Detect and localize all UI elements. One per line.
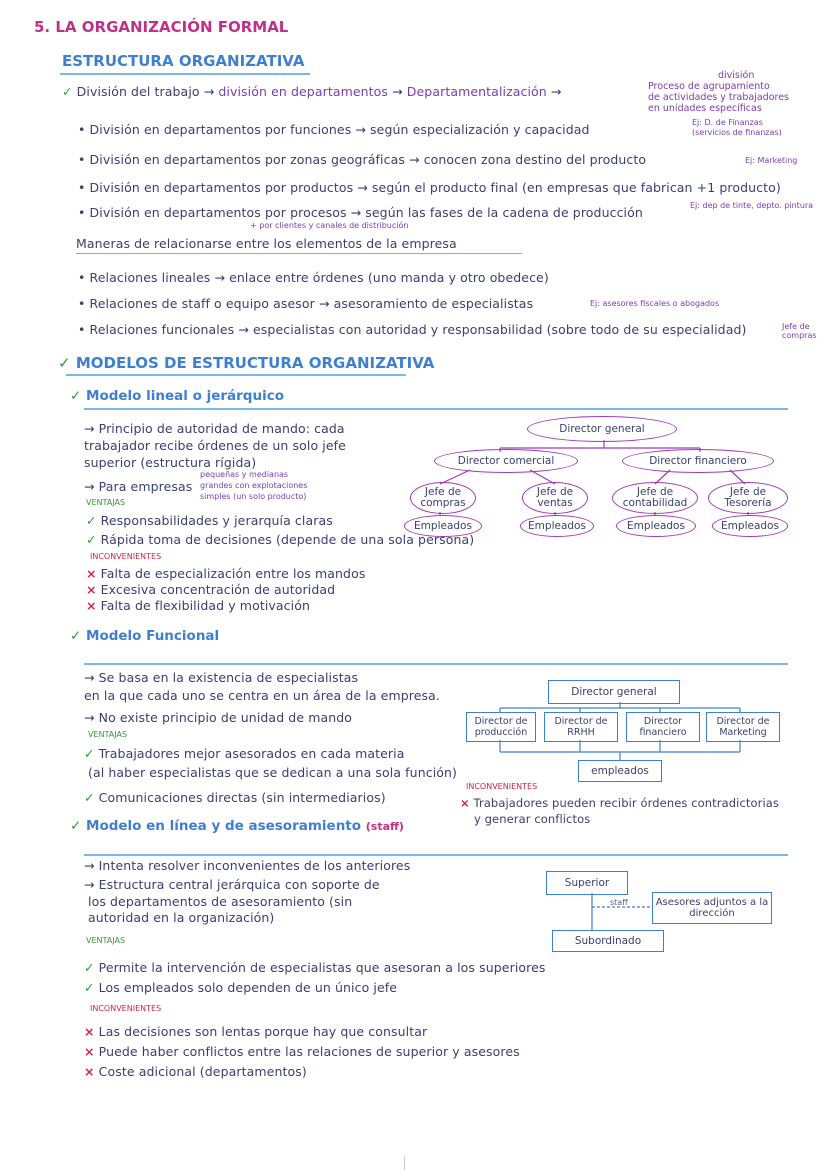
org-node-jefe: Jefe de ventas [522,482,588,514]
funcional-line-2: en la que cada uno se centra en un área de la empresa. [84,688,440,703]
staff-link-label: staff [610,898,628,907]
definition-line-2: de actividades y trabajadores [648,92,790,103]
org-node-director-general: Director general [527,416,677,442]
lineal-line-3: superior (estructura rígida) [84,455,257,470]
org-node-director-general: Director general [548,680,680,704]
list-item-note: Ej: asesores fiscales o abogados [590,299,720,308]
list-item: • Relaciones de staff o equipo asesor → asesoramiento de especialistas [78,296,534,311]
chapter-number: 5. [34,18,51,36]
inconveniente-item: × Falta de flexibilidad y motivación [86,598,310,613]
list-item: • División en departamentos por productos → según el producto final (en empresas que fabrican +1 producto) [78,180,781,195]
empresas-option: pequeñas y medianas [200,470,289,479]
definition-line-3: en unidades específicas [648,103,762,114]
section-rule [84,854,788,856]
definition-line-1: Proceso de [648,81,700,92]
lineal-line-2: trabajador recibe órdenes de un solo jefe [84,438,346,453]
inconveniente-item: × Falta de especialización entre los mandos [86,566,366,581]
lineal-line-1: → Principio de autoridad de mando: cada [84,421,345,436]
check-icon: ✓ [70,388,82,404]
page-mark [404,1156,405,1170]
inconveniente-item: × Las decisiones son lentas porque hay que consultar [84,1024,428,1039]
org-node-empleados: Empleados [616,515,696,537]
subsection-heading-staff [70,818,404,834]
org-node-subordinado: Subordinado [552,930,664,952]
list-item-note: Ej: dep de tinte, depto. pintura [690,201,814,210]
list-item-note: Jefe de compras [782,322,817,340]
chapter-title-text: LA ORGANIZACIÓN FORMAL [55,18,289,36]
staff-heading-tag: (staff) [365,820,404,833]
check-icon: ✓ [70,628,82,644]
lineal-heading-text: Modelo lineal o jerárquico [86,388,284,404]
definition-note-right: agrupamiento [702,81,770,92]
ventaja-item: ✓ Comunicaciones directas (sin intermediarios) [84,790,386,805]
ventajas-label: VENTAJAS [88,730,128,739]
inconveniente-item: × Coste adicional (departamentos) [84,1064,307,1079]
division-step-b: división en departamentos [218,84,389,99]
list-item-note: Ej: Marketing [745,156,798,165]
list-item: • División en departamentos por procesos → según las fases de la cadena de producción [78,205,643,220]
ventaja-item: ✓ Trabajadores mejor asesorados en cada materia [84,746,405,761]
empresas-option: simples (un solo producto) [200,492,307,501]
ventaja-item: ✓ Permite la intervención de especialistas que asesoran a los superiores [84,960,546,975]
division-step-c: Departamentalización [406,84,547,99]
list-item: • División en departamentos por zonas geográficas → conocen zona destino del producto [78,152,647,167]
inconveniente-item: × Puede haber conflictos entre las relaciones de superior y asesores [84,1044,520,1059]
ventaja-item: ✓ Rápida toma de decisiones (depende de una sola persona) [86,532,475,547]
list-item-note: Ej: D. de Finanzas (servicios de finanzas) [692,118,782,137]
org-node-jefe: Jefe de contabilidad [612,482,698,514]
subsection-heading-funcional [70,628,219,644]
org-node-empleados: empleados [578,760,662,782]
empresas-option: grandes con explotaciones [200,481,308,490]
org-node-superior: Superior [546,871,628,895]
inconvenientes-label: INCONVENIENTES [466,782,538,791]
inconveniente-item: × Excesiva concentración de autoridad [86,582,336,597]
ventaja-item: ✓ Los empleados solo dependen de un único jefe [84,980,398,995]
check-icon: ✓ [58,354,71,372]
staff-heading-text: Modelo en línea y de asesoramiento [86,818,362,834]
section-heading-estructura: ESTRUCTURA ORGANIZATIVA [62,52,305,70]
ventaja-item: ✓ Responsabilidades y jerarquía claras [86,513,333,528]
org-node-jefe: Jefe de Tesorería [708,482,788,514]
funcional-line-3: → No existe principio de unidad de mando [84,710,353,725]
list-item: • Relaciones funcionales → especialistas con autoridad y responsabilidad (sobre todo de su especialidad) [78,322,747,337]
org-node-jefe: Jefe de compras [410,482,476,514]
org-node-director: Director de RRHH [544,712,618,742]
org-node-director-financiero: Director financiero [622,449,774,473]
division-step-a: División del trabajo [76,84,200,99]
staff-line-1: → Intenta resolver inconvenientes de los anteriores [84,858,411,873]
staff-line-2: → Estructura central jerárquica con soporte de [84,877,380,892]
org-node-director: Director de Marketing [706,712,780,742]
inconvenientes-label: INCONVENIENTES [90,552,162,561]
staff-line-3: los departamentos de asesoramiento (sin [88,894,353,909]
list-item: • División en departamentos por funciones → según especialización y capacidad [78,122,590,137]
list-item: • Relaciones lineales → enlace entre órdenes (uno manda y otro obedece) [78,270,549,285]
division-line: ✓ División del trabajo → división en departamentos → Departamentalización → [62,84,562,99]
org-node-director: Director de producción [466,712,536,742]
org-node-director-comercial: Director comercial [434,449,578,473]
org-node-empleados: Empleados [520,515,594,537]
check-icon: ✓ [62,84,73,99]
relations-title: Maneras de relacionarse entre los elementos de la empresa [76,236,457,251]
lineal-empresas-label: → Para empresas [84,479,193,494]
funcional-heading-text: Modelo Funcional [86,628,220,644]
definition-note-top: división [718,70,755,81]
inconveniente-item: y generar conflictos [474,812,591,826]
section-rule [84,663,788,665]
inconvenientes-label: INCONVENIENTES [90,1004,162,1013]
org-node-asesores: Asesores adjuntos a la dirección [652,892,772,924]
org-node-empleados: Empleados [404,515,482,537]
ventajas-label: VENTAJAS [86,498,126,507]
funcional-line-1: → Se basa en la existencia de especialistas [84,670,359,685]
org-node-empleados: Empleados [712,515,788,537]
check-icon: ✓ [70,818,82,834]
sub-note: + por clientes y canales de distribución [250,221,409,230]
ventaja-continuation: (al haber especialistas que se dedican a una sola función) [88,765,458,780]
inconveniente-item: × Trabajadores pueden recibir órdenes contradictorias [460,796,779,810]
staff-line-4: autoridad en la organización) [88,910,275,925]
org-node-director: Director financiero [626,712,700,742]
modelos-heading-text: MODELOS DE ESTRUCTURA ORGANIZATIVA [75,354,435,372]
ventajas-label: VENTAJAS [86,936,126,945]
